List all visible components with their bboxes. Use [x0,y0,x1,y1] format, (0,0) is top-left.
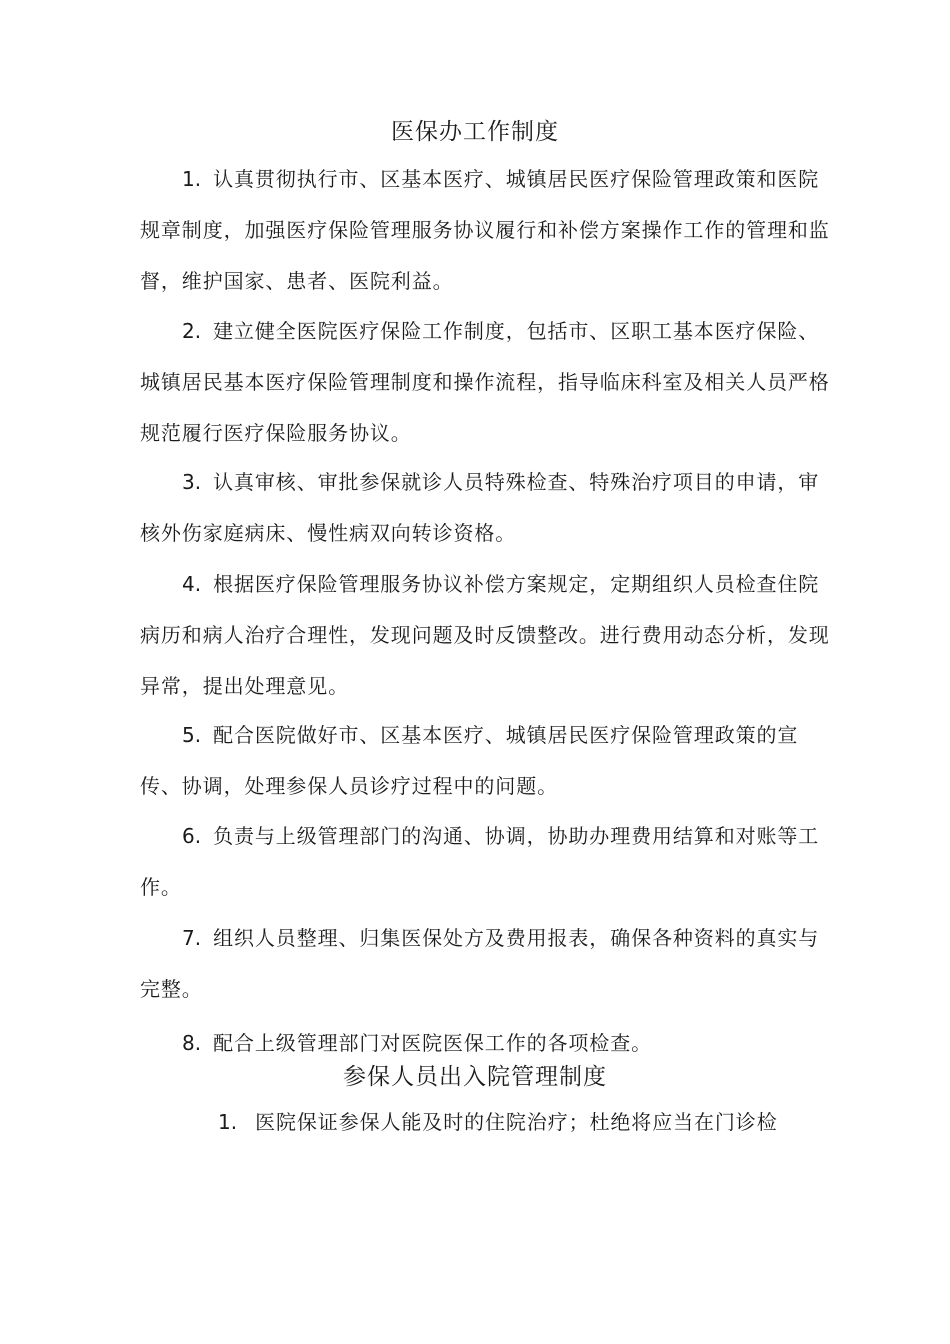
list-item [140,710,840,812]
item-number: 1. [218,1110,238,1134]
item-number: 8. [182,1031,202,1055]
item-text: 配合上级管理部门对医院医保工作的各项检查。 [213,1031,652,1055]
item-text: 建立健全医院医疗保险工作制度，包括市、区职工基本医疗保险、城镇居民基本医疗保险管理制度和操作流程，指导临床科室及相关人员严格规范履行医疗保险服务协议。 [140,319,830,445]
item-text: 配合医院做好市、区基本医疗、城镇居民医疗保险管理政策的宣传、协调，处理参保人员诊疗过程中的问题。 [140,723,799,798]
item-number: 3. [182,470,202,494]
item-number: 4. [182,572,202,596]
item-text: 医院保证参保人能及时的住院治疗；杜绝将应当在门诊检 [255,1110,778,1134]
list-item [140,913,840,1015]
list-item [140,811,840,913]
list-item [140,1097,830,1148]
list-item [140,457,840,559]
item-text: 认真贯彻执行市、区基本医疗、城镇居民医疗保险管理政策和医院规章制度，加强医疗保险管理服务协议履行和补偿方案操作工作的管理和监督，维护国家、患者、医院利益。 [140,167,830,293]
item-text: 认真审核、审批参保就诊人员特殊检查、特殊治疗项目的申请，审核外伤家庭病床、慢性病双向转诊资格。 [140,470,820,545]
document-title: 医保办工作制度 [391,119,559,145]
item-number: 1. [182,167,202,191]
list-item [140,306,840,459]
section-title: 参保人员出入院管理制度 [343,1064,607,1090]
item-text: 根据医疗保险管理服务协议补偿方案规定，定期组织人员检查住院病历和病人治疗合理性，发现问题及时反馈整改。进行费用动态分析，发现异常，提出处理意见。 [140,572,830,698]
item-number: 2. [182,319,202,343]
item-number: 5. [182,723,202,747]
list-item [140,154,840,307]
item-number: 6. [182,824,202,848]
item-text: 负责与上级管理部门的沟通、协调，协助办理费用结算和对账等工作。 [140,824,820,899]
item-number: 7. [182,926,202,950]
list-item [140,559,840,712]
item-text: 组织人员整理、归集医保处方及费用报表，确保各种资料的真实与完整。 [140,926,820,1001]
